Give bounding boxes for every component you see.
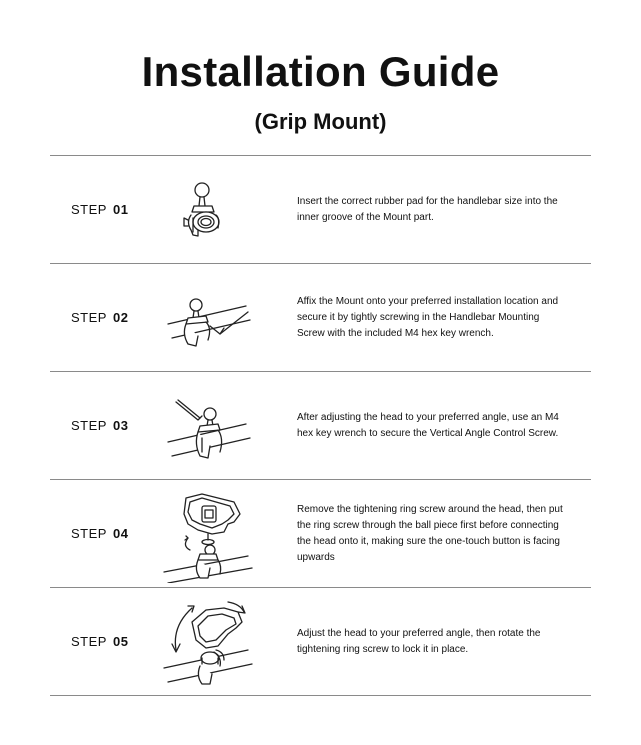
step-word: STEP [71,634,107,649]
step-description: Remove the tightening ring screw around the head, then put the ring screw through the ball piece first before connecting the head onto it, making sure the one-touch button is facing upwards [297,503,563,563]
step-word: STEP [71,526,107,541]
head-ring-screw-icon [158,484,258,583]
step-word: STEP [71,310,107,325]
step-description: Affix the Mount onto your preferred installation location and secure it by tightly screwing in the Handlebar Mounting Screw with the included M4 hex key wrench. [297,295,559,339]
step-row-04 [50,480,591,588]
step-number: 02 [112,310,129,325]
step-description: After adjusting the head to your preferred angle, use an M4 hex key wrench to secure the Vertical Angle Control Screw. [297,411,559,439]
step-label [71,372,128,479]
step-number: 04 [112,526,129,541]
step-word: STEP [71,202,107,217]
rubber-pad-mount-icon [158,160,258,259]
step-row-05 [50,588,591,696]
step-label [71,588,128,695]
step-row-01 [50,156,591,264]
step-label [71,264,128,371]
angle-screw-hex-key-icon [158,376,258,475]
rotate-head-lock-icon [158,592,258,691]
step-description: Adjust the head to your preferred angle, then rotate the tightening ring screw to lock it in place. [297,627,541,655]
step-number: 03 [112,418,129,433]
step-number: 01 [112,202,129,217]
steps-list [50,155,591,696]
step-label [71,156,128,263]
page-subtitle: (Grip Mount) [254,109,387,134]
page-title: Installation Guide [141,48,500,95]
step-word: STEP [71,418,107,433]
step-row-02 [50,264,591,372]
step-row-03 [50,372,591,480]
step-number: 05 [112,634,129,649]
handlebar-mount-screw-icon [158,268,258,367]
step-description: Insert the correct rubber pad for the handlebar size into the inner groove of the Mount part. [297,195,558,223]
step-label [71,480,128,587]
